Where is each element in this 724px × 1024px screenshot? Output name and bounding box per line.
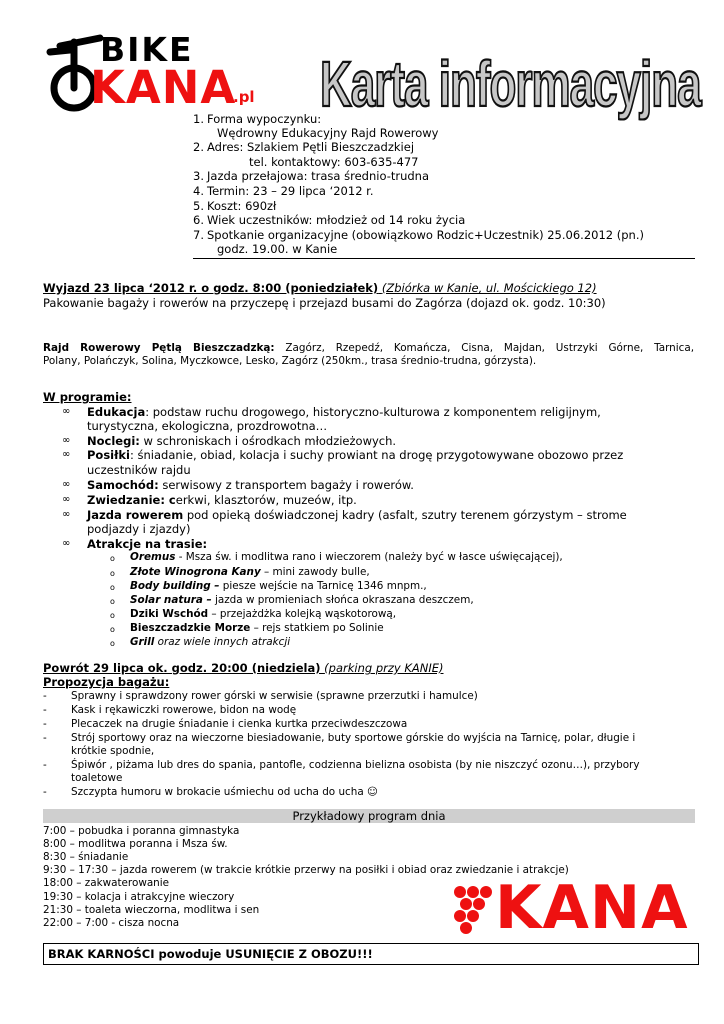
warning-box: BRAK KARNOŚCI powoduje USUNIĘCIE Z OBOZU!!! [43, 943, 699, 965]
schedule-item: 19:30 – kolacja i atrakcyjne wieczory [43, 891, 235, 903]
sub-bullet-icon: o [110, 583, 115, 592]
departure-heading: Wyjazd 23 lipca ‘2012 r. o godz. 8:00 (poniedziałek) (Zbiórka w Kanie, ul. Mościckiego 12) [43, 281, 597, 295]
program-item: Samochód: serwisowy z transportem bagaży i rowerów. [87, 478, 414, 492]
luggage-heading: Propozycja bagażu: [43, 675, 170, 689]
schedule-item: 18:00 – zakwaterowanie [43, 877, 170, 889]
departure-text: Pakowanie bagaży i rowerów na przyczepę i przejazd busami do Zagórza (dojazd ok. godz. 10:30) [43, 296, 606, 310]
luggage-item: Szczypta humoru w brokacie uśmiechu od ucha do ucha ☺ [71, 786, 378, 798]
schedule-item: 8:30 – śniadanie [43, 851, 129, 863]
bullet-icon: ∞ [62, 509, 71, 520]
info-item: 7. Spotkanie organizacyjne (obowiązkowo Rodzic+Uczestnik) 25.06.2012 (pn.) [193, 228, 644, 242]
program-item: Zwiedzanie: cerkwi, klasztorów, muzeów, itp. [87, 493, 357, 507]
sub-bullet-icon: o [110, 639, 115, 648]
bullet-icon: ∞ [62, 406, 71, 417]
schedule-item: 9:30 – 17:30 – jazda rowerem (w trakcie krótkie przerwy na posiłki i obiad oraz zwiedzanie i atrakcje) [43, 864, 569, 876]
attraction-item: Oremus - Msza św. i modlitwa rano i wieczorem (należy być w łasce uświęcającej), [130, 551, 563, 563]
return-heading: Powrót 29 lipca ok. godz. 20:00 (niedziela) (parking przy KANIE) [43, 661, 444, 675]
sub-bullet-icon: o [110, 597, 115, 606]
info-item: 3. Jazda przełajowa: trasa średnio-trudna [193, 169, 430, 183]
bullet-icon: ∞ [62, 494, 71, 505]
dash-bullet: - [43, 732, 47, 744]
dash-bullet: - [43, 690, 47, 702]
info-item: Wędrowny Edukacyjny Rajd Rowerowy [217, 126, 439, 140]
program-item: Posiłki: śniadanie, obiad, kolacja i suchy prowiant na drogę przygotowywane obozowo przez [87, 448, 624, 462]
dash-bullet: - [43, 786, 47, 798]
luggage-item: Śpiwór , piżama lub dres do spania, pantofle, codzienna bielizna osobista (by nie niszczyć ozonu…), przybory [71, 759, 640, 771]
dash-bullet: - [43, 718, 47, 730]
info-item: 2. Adres: Szlakiem Pętli Bieszczadzkiej [193, 140, 415, 154]
luggage-item: Plecaczek na drugie śniadanie i cienka kurtka przeciwdeszczowa [71, 718, 408, 730]
schedule-heading: Przykładowy program dnia [43, 809, 695, 823]
logo-bike-text: BIKE [100, 30, 194, 69]
grapes-logo-icon [452, 884, 496, 940]
luggage-item-cont: krótkie spodnie, [71, 745, 155, 757]
program-heading: W programie: [43, 390, 132, 404]
schedule-item: 22:00 – 7:00 - cisza nocna [43, 917, 180, 929]
info-item: 1. Forma wypoczynku: [193, 112, 322, 126]
program-item-cont: turystyczna, ekologiczna, prozdrowotna… [87, 419, 328, 433]
program-item-cont: uczestników rajdu [87, 463, 191, 477]
program-item: Noclegi: w schroniskach i ośrodkach młodzieżowych. [87, 434, 397, 448]
schedule-item: 7:00 – pobudka i poranna gimnastyka [43, 825, 240, 837]
luggage-item: Sprawny i sprawdzony rower górski w serwisie (sprawne przerzutki i hamulce) [71, 690, 478, 702]
attraction-item: Bieszczadzkie Morze – rejs statkiem po Solinie [130, 622, 384, 634]
route-line: Polany, Polańczyk, Solina, Myczkowce, Lesko, Zagórz (250km., trasa średnio-trudna, górzysta). [43, 355, 537, 367]
divider [193, 258, 695, 259]
attraction-item: Solar natura – jazda w promieniach słońca okraszana deszczem, [130, 594, 474, 606]
bullet-icon: ∞ [62, 435, 71, 446]
info-item: godz. 19.00. w Kanie [217, 242, 338, 256]
page-title: Karta informacyjna [320, 49, 701, 121]
sub-bullet-icon: o [110, 611, 115, 620]
attraction-item: Złote Winogrona Kany – mini zawody bulle, [130, 566, 370, 578]
info-item: 6. Wiek uczestników: młodzież od 14 roku życia [193, 213, 466, 227]
dash-bullet: - [43, 759, 47, 771]
route-line: Rajd Rowerowy Pętlą Bieszczadzką: Zagórz, Rzepedź, Komańcza, Cisna, Majdan, Ustrzyki Górne, Tarnica, [43, 342, 695, 354]
info-item: 5. Koszt: 690zł [193, 199, 277, 213]
sub-bullet-icon: o [110, 625, 115, 634]
luggage-item-cont: toaletowe [71, 772, 123, 784]
schedule-item: 8:00 – modlitwa poranna i Msza św. [43, 838, 228, 850]
program-item: Edukacja: podstaw ruchu drogowego, historyczno-kulturowa z komponentem religijnym, [87, 405, 601, 419]
program-item: Jazda rowerem pod opieką doświadczonej kadry (asfalt, szutry terenem górzystym – strome [87, 508, 627, 522]
sub-bullet-icon: o [110, 569, 115, 578]
kana-logo-text: KANA [495, 873, 689, 943]
info-item: tel. kontaktowy: 603-635-477 [249, 155, 419, 169]
bullet-icon: ∞ [62, 538, 71, 549]
attraction-item: Body building – piesze wejście na Tarnicę 1346 mnpm., [130, 580, 427, 592]
program-item-cont: podjazdy i zjazdy) [87, 522, 191, 536]
sub-bullet-icon: o [110, 554, 115, 563]
luggage-item: Strój sportowy oraz na wieczorne biesiadowanie, buty sportowe górskie do wyjścia na Tarnicę, polar, długie i [71, 732, 636, 744]
dash-bullet: - [43, 704, 47, 716]
logo-pl-text: .pl [233, 88, 255, 106]
info-item: 4. Termin: 23 – 29 lipca ‘2012 r. [193, 184, 374, 198]
program-item: Atrakcje na trasie: [87, 537, 208, 551]
bullet-icon: ∞ [62, 479, 71, 490]
logo-kana-text: KANA [90, 61, 237, 114]
attraction-item: Grill oraz wiele innych atrakcji [130, 636, 291, 648]
attraction-item: Dziki Wschód – przejażdżka kolejką wąskotorową, [130, 608, 397, 620]
luggage-item: Kask i rękawiczki rowerowe, bidon na wodę [71, 704, 297, 716]
schedule-item: 21:30 – toaleta wieczorna, modlitwa i sen [43, 904, 260, 916]
bullet-icon: ∞ [62, 449, 71, 460]
